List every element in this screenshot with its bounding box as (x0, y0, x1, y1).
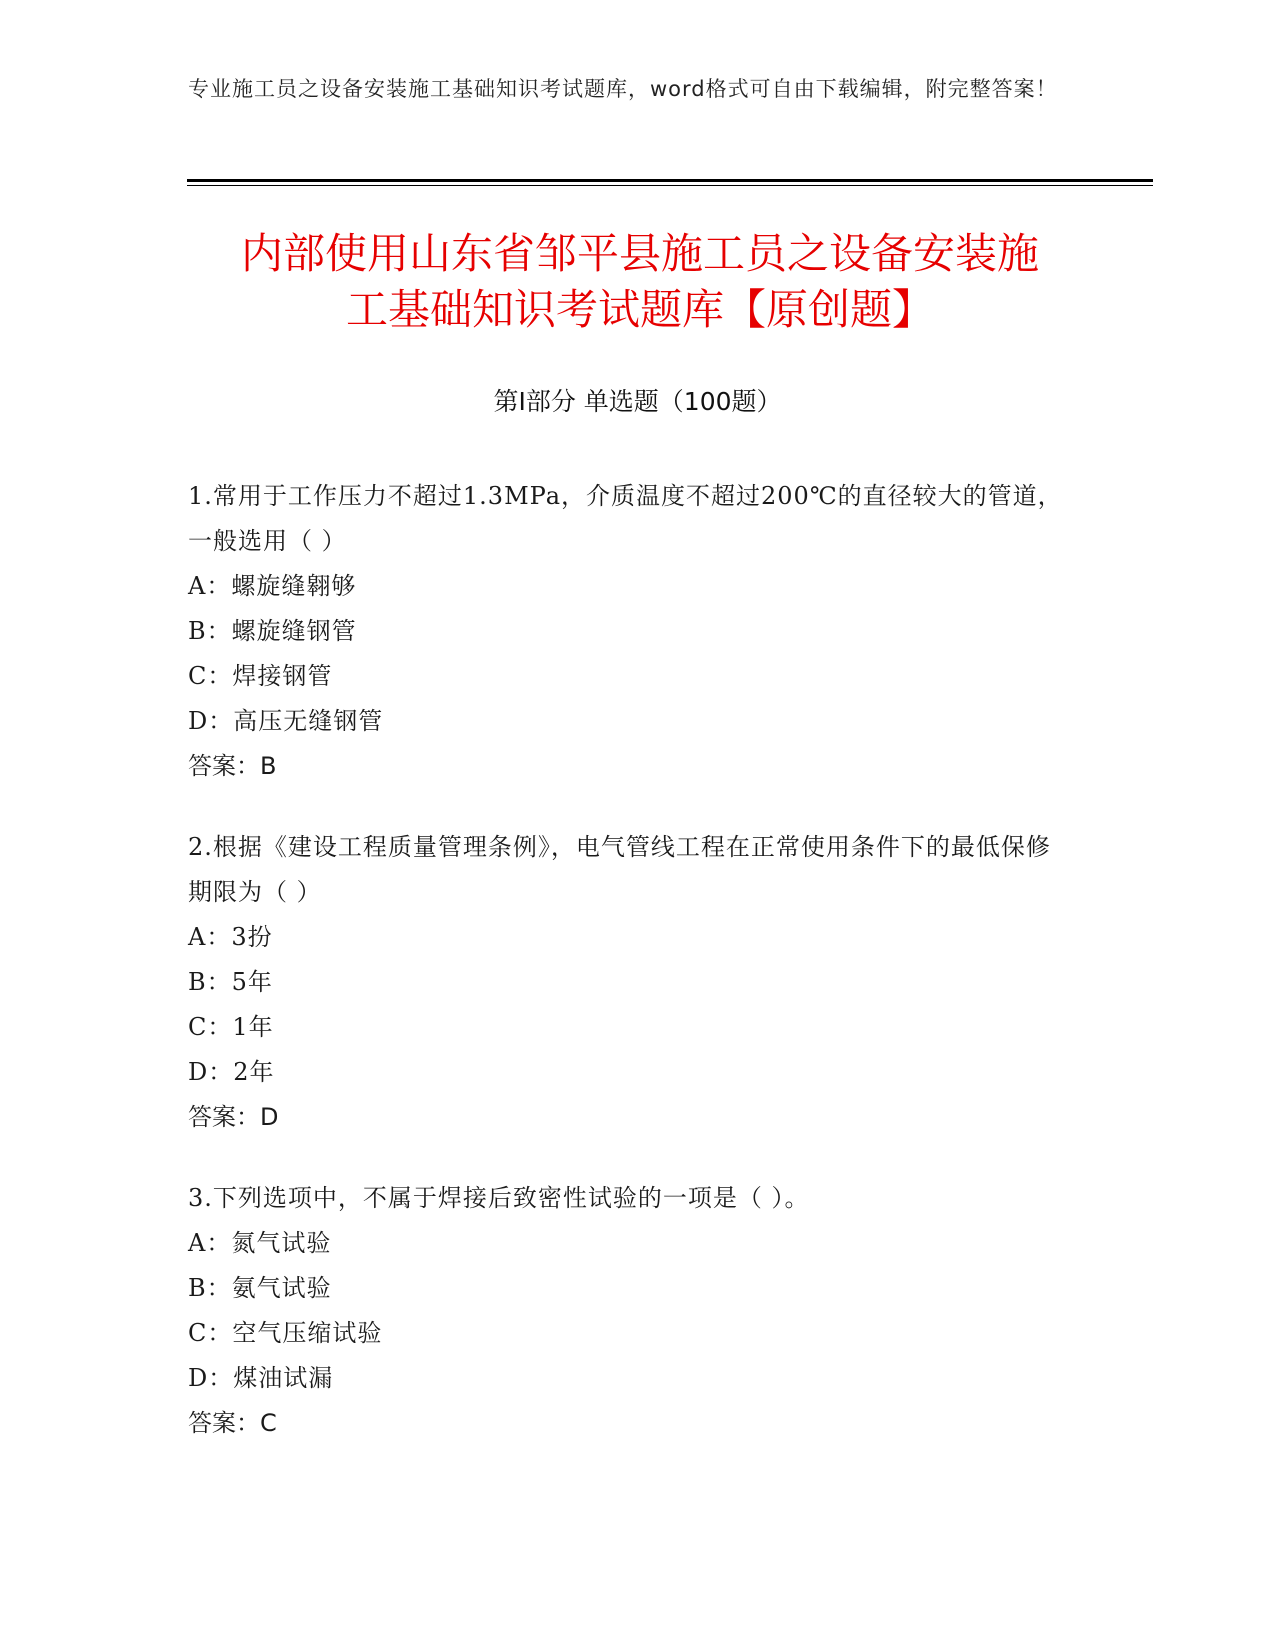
question-text: 2.根据《建设工程质量管理条例》，电气管线工程在正常使用条件下的最低保修期限为（ ） (188, 833, 1051, 906)
option-b: B：螺旋缝钢管 (188, 617, 357, 645)
question-text: 3.下列选项中，不属于焊接后致密性试验的一项是（ ）。 (188, 1184, 810, 1212)
option-c: C：1年 (188, 1013, 274, 1041)
document-title (160, 226, 1120, 338)
question-text: 1.常用于工作压力不超过1.3MPa，介质温度不超过200℃的直径较大的管道，一般选用（ ） (188, 482, 1063, 555)
option-a: A：氮气试验 (188, 1229, 332, 1257)
option-c: C：空气压缩试验 (188, 1319, 383, 1347)
question-list (188, 474, 1068, 1482)
title-line-1: 内部使用山东省邹平县施工员之设备安装施 (240, 229, 1039, 278)
question-1 (188, 474, 1068, 789)
answer: 答案：C (188, 1409, 277, 1437)
option-c: C：焊接钢管 (188, 662, 333, 690)
option-a: A：3扮 (188, 923, 273, 951)
option-d: D：2年 (188, 1058, 275, 1086)
question-3 (188, 1176, 1068, 1446)
header-note: 专业施工员之设备安装施工基础知识考试题库，word格式可自由下载编辑，附完整答案！ (188, 77, 1058, 101)
header-divider-thin (187, 185, 1153, 186)
option-a: A：螺旋缝翱够 (188, 572, 357, 600)
answer: 答案：B (188, 752, 277, 780)
option-d: D：高压无缝钢管 (188, 707, 384, 735)
part-heading: 第Ⅰ部分 单选题（100题） (493, 387, 782, 416)
option-d: D：煤油试漏 (188, 1364, 334, 1392)
question-2 (188, 825, 1068, 1140)
option-b: B：氨气试验 (188, 1274, 332, 1302)
option-b: B：5年 (188, 968, 273, 996)
title-line-2: 工基础知识考试题库【原创题】 (345, 285, 934, 334)
header-divider-thick (187, 179, 1153, 182)
answer: 答案：D (188, 1103, 279, 1131)
